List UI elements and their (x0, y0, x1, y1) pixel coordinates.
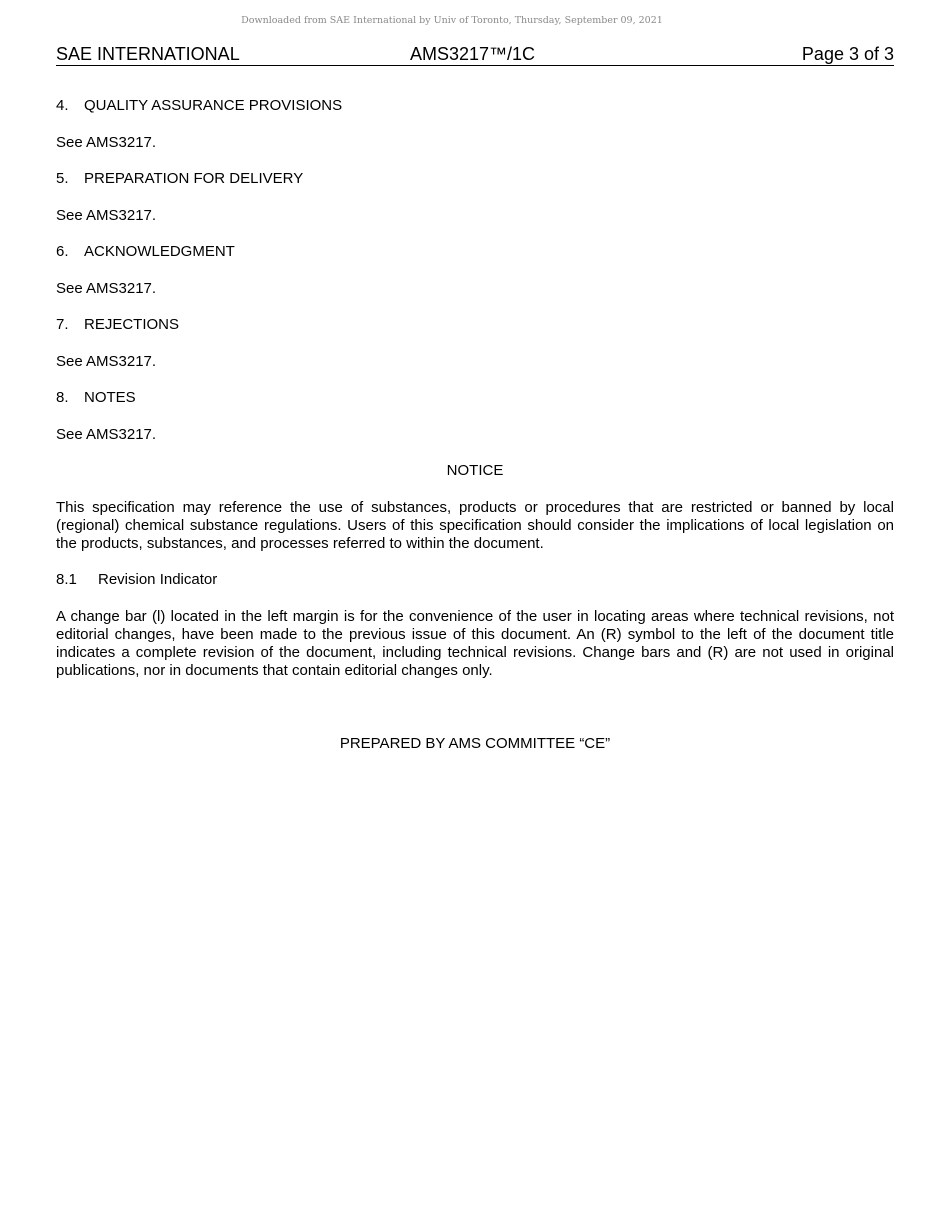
page-header (56, 43, 894, 66)
section-body-7: See AMS3217. (56, 353, 157, 370)
section-body-8: See AMS3217. (56, 426, 157, 443)
section-number: 4. (56, 97, 69, 114)
section-title: REJECTIONS (84, 316, 180, 333)
header-page-number: Page 3 of 3 (801, 44, 894, 64)
section-body-6: See AMS3217. (56, 280, 157, 297)
section-number: 8. (56, 389, 69, 406)
section-heading-8 (56, 389, 136, 407)
subsection-number: 8.1 (56, 571, 77, 588)
section-heading-7 (56, 316, 179, 334)
section-heading-5 (56, 170, 303, 188)
notice-title: NOTICE (446, 462, 504, 479)
section-title: PREPARATION FOR DELIVERY (84, 170, 304, 187)
section-heading-6 (56, 243, 235, 261)
subsection-heading-8-1 (56, 571, 217, 589)
section-body-5: See AMS3217. (56, 207, 157, 224)
section-body-4: See AMS3217. (56, 134, 157, 151)
revision-indicator-text: A change bar (l) located in the left margin is for the convenience of the user in locating areas where technical revisions, not editorial changes, have been made to the previous issue of this document. An (R) symbol to the left of the document title indicates a complete revision of the document, including technical revisions. Change bars and (R) are not used in original publications, nor in documents that contain editorial changes only. (56, 608, 894, 679)
section-number: 6. (56, 243, 69, 260)
header-organization: SAE INTERNATIONAL (56, 44, 240, 64)
subsection-title: Revision Indicator (98, 571, 218, 588)
section-number: 7. (56, 316, 69, 333)
section-number: 5. (56, 170, 69, 187)
section-title: NOTES (84, 389, 136, 406)
section-title: QUALITY ASSURANCE PROVISIONS (84, 97, 343, 114)
notice-text: This specification may reference the use of substances, products or procedures that are restricted or banned by local (regional) chemical substance regulations. Users of this specification should consider the implications of local legislation on the products, substances, and processes referred to within the document. (56, 499, 894, 552)
section-title: ACKNOWLEDGMENT (84, 243, 235, 260)
section-heading-4 (56, 97, 342, 115)
download-watermark: Downloaded from SAE International by Univ of Toronto, Thursday, September 09, 2021 (241, 15, 663, 26)
prepared-by: PREPARED BY AMS COMMITTEE “CE” (339, 735, 611, 752)
header-document-number: AMS3217™/1C (410, 44, 536, 64)
